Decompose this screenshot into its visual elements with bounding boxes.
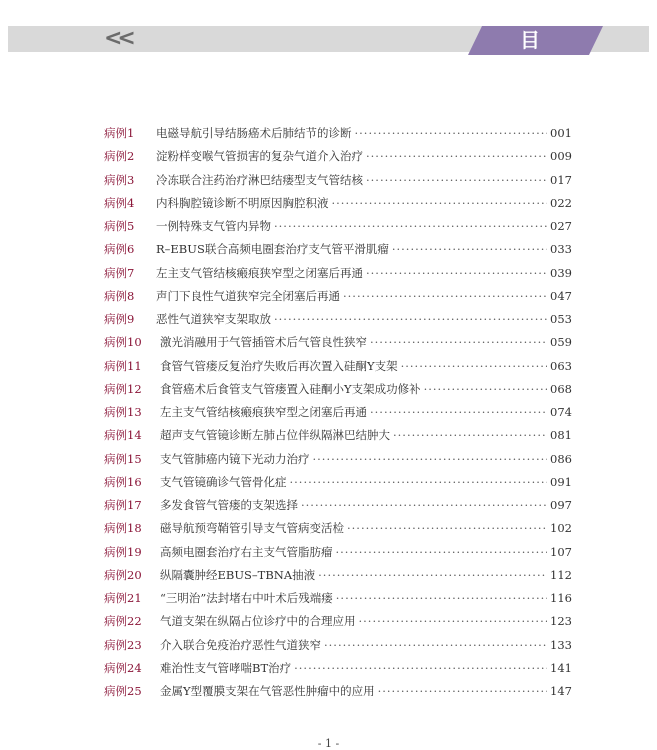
toc-entry[interactable] [104,590,572,613]
toc-entry[interactable] [104,125,572,148]
case-number: 病例11 [104,358,142,373]
page-number: 097 [550,498,572,512]
page-number: 133 [550,637,572,652]
toc-entry[interactable] [104,544,572,567]
case-number: 病例18 [104,521,142,536]
page-number: 086 [550,451,572,466]
dot-leader [370,335,547,349]
case-title: 激光消融用于气管插管术后气管良性狭窄 [160,335,367,350]
dot-leader [290,475,548,489]
dot-leader [274,312,547,326]
page-number: 027 [550,219,572,233]
case-title: 食管气管瘘反复治疗失败后再次置入硅酮Y支架 [160,358,398,373]
case-title: 淀粉样变喉气管损害的复杂气道介入治疗 [156,149,363,164]
page-number: 063 [550,358,572,373]
dot-leader [424,382,547,396]
case-title: 恶性气道狭窄支架取放 [156,312,271,326]
dot-leader [355,126,548,140]
toc-entry[interactable] [104,613,572,636]
page-number: 074 [550,405,572,419]
page-number: 116 [550,591,572,605]
toc-entry[interactable] [104,311,572,334]
case-number: 病例7 [104,265,135,280]
toc-entry[interactable] [104,381,572,404]
case-number: 病例9 [104,312,135,326]
case-number: 病例8 [104,288,135,303]
case-number: 病例25 [104,684,142,698]
dot-leader [294,661,547,675]
toc-entry[interactable] [104,451,572,474]
case-title: 一例特殊支气管内异物 [156,219,271,233]
case-title: 电磁导航引导结肠癌术后肺结节的诊断 [156,126,352,140]
dot-leader [343,289,547,303]
chevron-left-icon: << [104,26,131,51]
page-number: 123 [550,614,572,629]
case-number: 病例10 [104,335,142,350]
toc-entry[interactable] [104,497,572,520]
toc-entry[interactable] [104,358,572,381]
case-title: 气道支架在纵隔占位诊疗中的合理应用 [160,614,356,629]
page-number: 033 [550,242,572,257]
case-title: 纵隔囊肿经EBUS–TBNA抽液 [160,567,316,582]
page-number: 022 [550,195,572,210]
case-title: 冷冻联合注药治疗淋巴结瘘型支气管结核 [156,172,363,187]
case-number: 病例14 [104,428,142,443]
case-number: 病例13 [104,405,142,419]
case-title: 支气管镜确诊气管骨化症 [160,474,287,489]
toc-entry[interactable] [104,427,572,450]
dot-leader [274,219,547,233]
toc-entry[interactable] [104,567,572,590]
toc-entry[interactable] [104,288,572,311]
case-number: 病例17 [104,498,142,512]
toc-entry[interactable] [104,334,572,357]
dot-leader [366,149,547,163]
dot-leader [366,173,547,187]
toc-entry[interactable] [104,148,572,171]
toc-entry[interactable] [104,218,572,241]
dot-leader [318,568,547,582]
case-number: 病例23 [104,637,142,652]
page-number: 009 [550,149,572,164]
title-tab [468,26,603,81]
case-title: 支气管肺癌内镜下光动力治疗 [160,451,310,466]
page-number: 059 [550,335,572,350]
case-number: 病例3 [104,172,135,187]
toc-entry[interactable] [104,660,572,683]
case-number: 病例5 [104,219,135,233]
page-number-footer: - 1 - [317,737,340,750]
page-number: 107 [550,544,572,559]
toc-entry[interactable] [104,520,572,543]
page-number: 001 [550,126,572,140]
case-number: 病例20 [104,567,142,582]
page-number: 081 [550,428,572,443]
table-of-contents [104,125,572,706]
page-number: 053 [550,312,572,326]
page-number: 147 [550,684,572,698]
case-title: 内科胸腔镜诊断不明原因胸腔积液 [156,195,329,210]
dot-leader [324,638,547,652]
page-number: 112 [550,567,572,582]
case-number: 病例15 [104,451,142,466]
case-title: 超声支气管镜诊断左肺占位伴纵隔淋巴结肿大 [160,428,390,443]
case-title: “三明治”法封堵右中叶术后残端瘘 [160,591,333,605]
dot-leader [359,614,548,628]
case-number: 病例1 [104,126,135,140]
toc-entry[interactable] [104,195,572,218]
toc-entry[interactable] [104,683,572,706]
case-title: 声门下良性气道狭窄完全闭塞后再通 [156,288,340,303]
case-title: 多发食管气管瘘的支架选择 [160,498,298,512]
case-title: 金属Y型覆膜支架在气管恶性肿瘤中的应用 [160,684,375,698]
case-number: 病例24 [104,660,142,675]
case-number: 病例16 [104,474,142,489]
dot-leader [366,266,547,280]
case-number: 病例12 [104,381,142,396]
page-number: 039 [550,265,572,280]
toc-entry[interactable] [104,241,572,264]
dot-leader [313,452,548,466]
dot-leader [401,359,547,373]
dot-leader [370,405,547,419]
toc-entry[interactable] [104,265,572,288]
toc-entry[interactable] [104,172,572,195]
case-title: 高频电圈套治疗右主支气管脂肪瘤 [160,544,333,559]
dot-leader [332,196,548,210]
case-title: 介入联合免疫治疗恶性气道狭窄 [160,637,321,652]
case-number: 病例21 [104,591,142,605]
page-number: 091 [550,474,572,489]
case-number: 病例22 [104,614,142,629]
page-number: 047 [550,288,572,303]
dot-leader [393,428,547,442]
page-number: 141 [550,660,572,675]
toc-entry[interactable] [104,474,572,497]
case-title: 左主支气管结核瘢痕狭窄型之闭塞后再通 [156,265,363,280]
case-title: 难治性支气管哮喘BT治疗 [160,660,292,675]
case-number: 病例4 [104,195,135,210]
case-title: 食管癌术后食管支气管瘘置入硅酮小Y支架成功修补 [160,381,421,396]
page-number: 102 [550,521,572,536]
dot-leader [301,498,547,512]
dot-leader [378,684,547,698]
case-number: 病例6 [104,242,135,257]
case-title: 左主支气管结核瘢痕狭窄型之闭塞后再通 [160,405,367,419]
case-title: R–EBUS联合高频电圈套治疗支气管平滑肌瘤 [156,242,389,257]
dot-leader [347,521,547,535]
case-title: 磁导航预弯鞘管引导支气管病变活检 [160,521,344,536]
case-number: 病例19 [104,544,142,559]
toc-entry[interactable] [104,404,572,427]
case-number: 病例2 [104,149,135,164]
dot-leader [336,545,548,559]
page-number: 017 [550,172,572,187]
page-title: 目 录 [520,28,552,81]
toc-entry[interactable] [104,637,572,660]
dot-leader [336,591,547,605]
dot-leader [392,242,547,256]
page-number: 068 [550,381,572,396]
